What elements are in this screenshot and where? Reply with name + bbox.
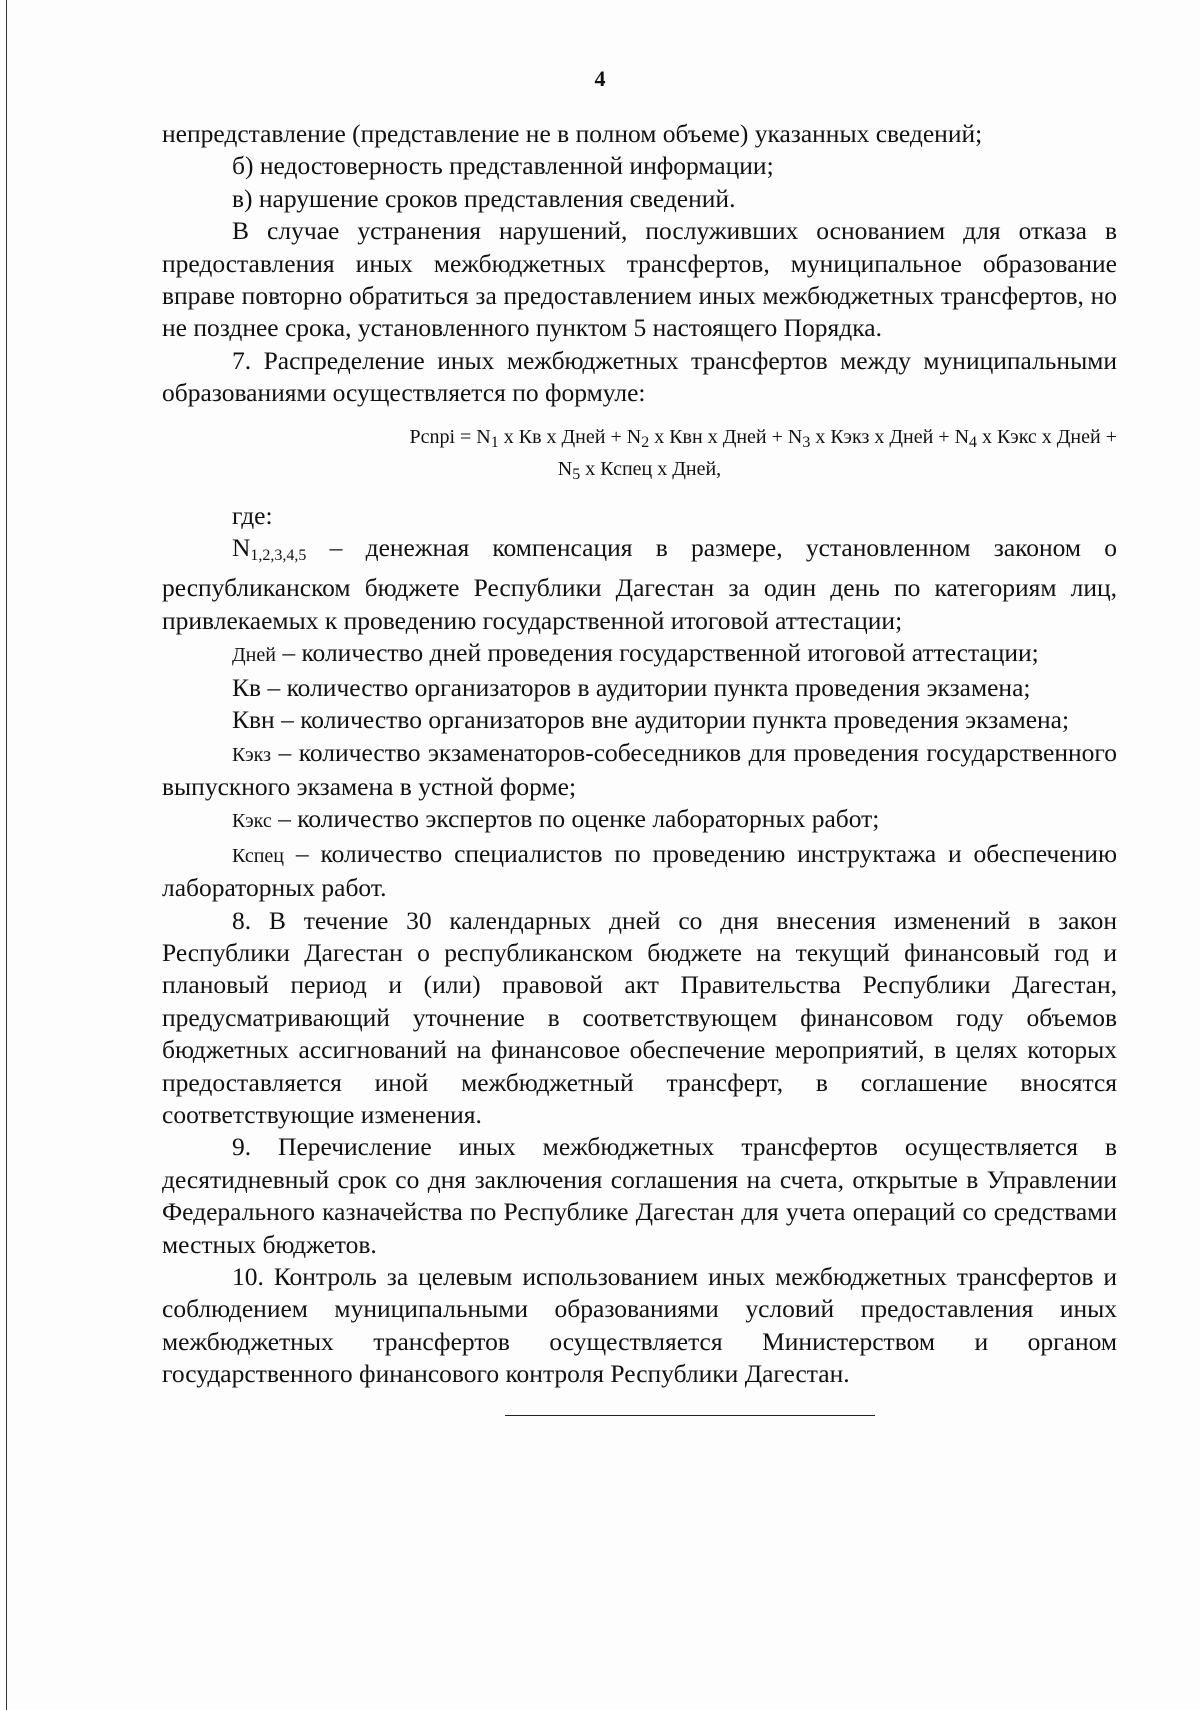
definition-symbol: Дней	[232, 644, 276, 667]
definition-symbol: Кв	[232, 672, 262, 702]
formula-term: N	[954, 425, 970, 448]
formula-term: N	[476, 425, 491, 448]
formula-term: x Кспец x Дней,	[580, 457, 722, 480]
definition-text: – количество специалистов по проведению инструктажа и обеспечению лабораторных работ.	[162, 838, 1117, 903]
formula-line-1	[162, 424, 1117, 456]
formula-term: N	[557, 457, 573, 480]
paragraph: 10. Контроль за целевым использованием иных межбюджетных трансфертов и соблюдением муниципальными образованиями условий предоставления иных межбюджетных трансфертов осуществляется Министерством и органом государственного финансового контроля Республики Дагестан.	[162, 1262, 1117, 1389]
paragraph: 8. В течение 30 календарных дней со дня внесения изменений в закон Республики Дагестан о республиканском бюджете на текущий финансовый год и плановый период и (или) правовой акт Правительства Республики Дагестан, предусматривающий уточнение в соответствующем финансовом году объемов бюджетных ассигнований на финансовое обеспечение мероприятий, в целях которых предоставляется иной межбюджетный трансферт, в соглашение вносятся соответствующие изменения.	[162, 905, 1117, 1129]
definition-symbol: Квн	[232, 705, 275, 735]
formula-line-2	[162, 456, 1117, 488]
definition-symbol: Кэкз	[232, 743, 272, 766]
definition-days	[162, 637, 1117, 671]
definition-kv	[162, 672, 1117, 704]
definition-symbol: Кспец	[232, 844, 285, 867]
scan-edge-line	[6, 0, 7, 1710]
formula-term: x Кв x Дней +	[498, 425, 627, 448]
formula-subscript: 5	[572, 465, 581, 483]
definition-text: – количество экзаменаторов-собеседников для проведения государственного выпускного экзамена в устной форме;	[162, 737, 1117, 801]
where-label: где:	[232, 500, 273, 530]
formula-subscript: 1	[490, 433, 499, 451]
formula-subscript: 3	[802, 433, 811, 451]
formula-term: N	[626, 425, 642, 448]
definition-symbol: Кэкс	[232, 810, 272, 833]
page-number: 4	[594, 66, 606, 91]
formula-term: x Кэкз x Дней +	[810, 425, 955, 448]
definition-kekz	[162, 737, 1117, 804]
definition-text: – количество дней проведения государственной итоговой аттестации;	[275, 638, 1039, 668]
document-body	[162, 118, 1117, 1391]
paragraph: в) нарушение сроков представления сведений.	[232, 183, 736, 213]
definition-subscript: 1,2,3,4,5	[250, 547, 307, 565]
paragraph: б) недостоверность представленной информации;	[232, 151, 774, 181]
paragraph: непредставление (представление не в полном объеме) указанных сведений;	[162, 119, 983, 148]
definition-keks	[162, 803, 1117, 837]
definition-symbol: N	[232, 533, 251, 563]
end-divider-line	[505, 1415, 875, 1416]
formula-term: x Кэкс x Дней +	[977, 425, 1117, 448]
definition-text: – количество организаторов в аудитории пункта проведения экзамена;	[261, 672, 1031, 702]
definition-n	[162, 532, 1117, 637]
paragraph: 9. Перечисление иных межбюджетных трансфертов осуществляется в десятидневный срок со дня заключения соглашения на счета, открытые в Управлении Федерального казначейства по Республике Дагестан для учета операций со средствами местных бюджетов.	[162, 1132, 1117, 1259]
definition-kspec	[162, 838, 1117, 905]
formula-lhs: Pcnpi =	[409, 425, 477, 448]
formula-term: x Квн x Дней +	[649, 425, 788, 448]
definition-text: – денежная компенсация в размере, установленном законом о республиканском бюджете Республики Дагестан за один день по категориям лиц, привлекаемых к проведению государственной итоговой аттестации;	[162, 533, 1117, 635]
definition-text: – количество организаторов вне аудитории пункта проведения экзамена;	[274, 705, 1070, 735]
definition-text: – количество экспертов по оценке лабораторных работ;	[271, 804, 880, 834]
paragraph: В случае устранения нарушений, послуживших основанием для отказа в предоставления иных межбюджетных трансфертов, муниципальное образование вправе повторно обратиться за предоставлением иных межбюджетных трансфертов, но не позднее срока, установленного пунктом 5 настоящего Порядка.	[162, 216, 1117, 343]
definition-kvn	[162, 704, 1117, 736]
distribution-formula	[162, 424, 1117, 488]
formula-subscript: 2	[641, 433, 650, 451]
formula-subscript: 4	[969, 433, 978, 451]
paragraph: 7. Распределение иных межбюджетных трансфертов между муниципальными образованиями осуществляется по формуле:	[162, 345, 1117, 408]
formula-term: N	[787, 425, 803, 448]
